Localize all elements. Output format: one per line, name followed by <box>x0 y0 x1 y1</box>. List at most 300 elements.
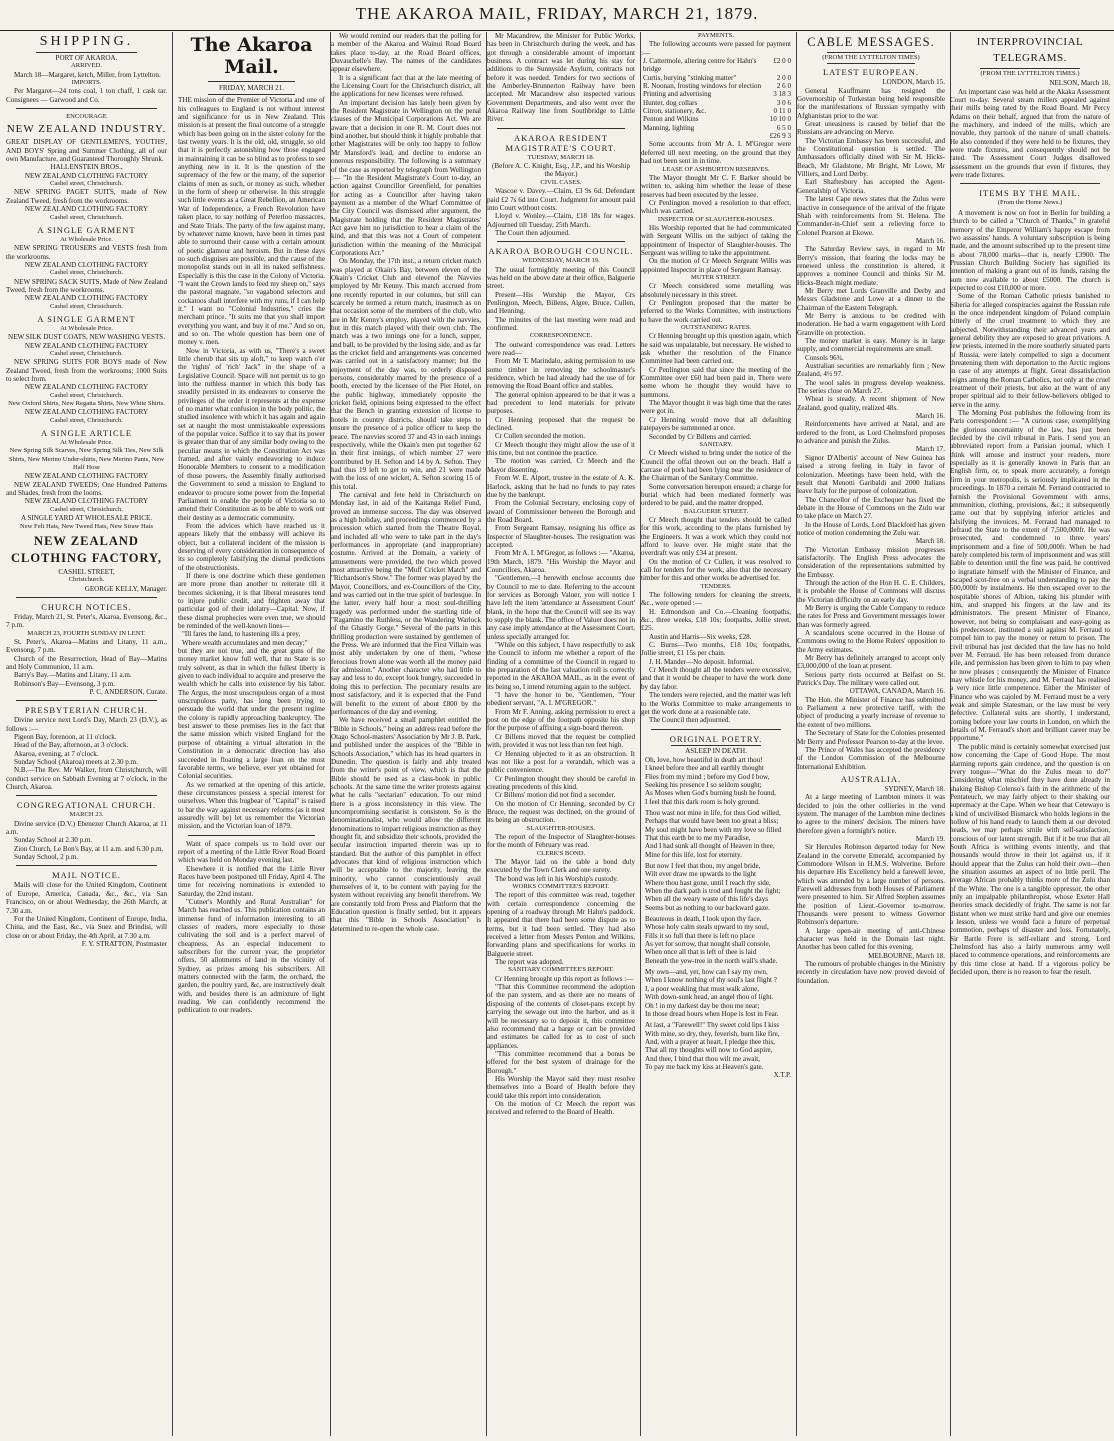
presbyterian-notice: Akaroa, evening, at 7 o'clock. <box>14 749 99 758</box>
poetry-heading: ORIGINAL POETRY. <box>669 733 763 744</box>
payment-item: Penton and Wilkins <box>643 115 699 124</box>
presbyterian-notice: N.B.—The Rev. Mr Walker, from Christchurch, will conduct service on Sabbath Evening at 7 o'clock, in the Church, Akaroa. <box>6 766 167 792</box>
ad-wholesale: At Wholesale Price. <box>60 324 113 332</box>
council-paragraph: Present—His Worship the Mayor, Crs Penlington, Meech, Billens, Algee, Bruce, Cullen, and Henning. <box>487 290 635 316</box>
ad-single-garment: A SINGLE GARMENT <box>37 313 136 324</box>
payment-amount: 0 11 0 <box>773 107 791 116</box>
divider <box>16 700 157 701</box>
ad-street: Cashel street, Christchurch. <box>50 349 123 357</box>
ad-street: Cashel street, Christchurch. <box>50 391 123 399</box>
divider <box>36 52 137 53</box>
council-paragraph: Cr Meech considered some metalling was absolutely necessary in this street. <box>641 282 791 299</box>
dateline: MELBOURNE, March 18. <box>868 951 945 960</box>
nzcf-city: Christchurch. <box>68 576 105 584</box>
ad-factory: NEW ZEALAND CLOTHING FACTORY <box>24 260 149 269</box>
ad-single-garment: A SINGLE GARMENT <box>37 224 136 235</box>
poem-line: Mine for this life, lost for eternity. <box>645 850 742 859</box>
poem-line: When once all that is left of thee is laid <box>645 948 757 957</box>
poem-line: In those dread hours when Hope is lost in Fear. <box>645 1009 779 1018</box>
dateline: March 16. <box>915 236 945 245</box>
council-paragraph: Cr Henning brought up this question again, which he said was unpalatable, but necessary. He wished to ask whether the resolution of the Finance Committee had been carried out. <box>641 332 791 366</box>
divider <box>16 865 157 866</box>
column-1-advertisements <box>6 32 173 1436</box>
news-paragraph: It is a significant fact that at the late meeting of the Licensing Court for the Christchurch district, all the applications for new licenses were refused. <box>331 73 481 99</box>
telegram-paragraph: An important case was held at the Akaka Assessment Court to-day. Several steam millers appealed against their mills being rated by the Road Board. Mr Percy Adams on their behalf, argued that from the nature of the machinery, and indeed of the mills, which are movable, they partook of the nature of small chattels. He also contended if they were held to be fixtures, they were trade fixtures, and consequently should not be rated. The Assessment Court Judges disallowed assessment on the grounds that even if fixtures, they were trade fixtures. <box>950 87 1110 180</box>
dateline: March 17. <box>915 445 945 454</box>
encourage-label: ENCOURAGE <box>66 113 107 121</box>
council-paragraph: Cr Henning objected to it as an obstruction. It was not like a post for a verandah, which was a public convenience. <box>487 749 635 775</box>
poem-line: And, with a prayer at heart, I pledge thee this, <box>645 1037 776 1046</box>
poem-line: And thee, I bind that thou wilt me await, <box>645 1054 761 1063</box>
ad-tweeds: NEW ZEALAND TWEEDS; One Hundred Patterns and Shades, fresh from the looms. <box>6 480 167 498</box>
council-paragraph: From Mr A. I. M'Gregor, as follows :— "Akaroa, 19th March, 1879. "His Worship the Mayor and Councillors, Akaroa. <box>487 549 635 574</box>
dateline: SYDNEY, March 18. <box>884 784 945 793</box>
ad-street: Cashel street, Christchurch. <box>50 269 123 277</box>
presbyterian-notice: Sunday School (Akaroa) meets at 2.30 p.m. <box>14 758 138 767</box>
payment-item: J. Cattermole, altering centre for Hahn's bridge <box>643 57 757 74</box>
divider <box>827 52 915 53</box>
section-label: TENDERS. <box>700 582 732 590</box>
news-paragraph: An important decision has lately been given by the Resident Magistrate in Wellington on the penal clauses of the Municipal Corporations Act. We are aware that a decision in one R. M. Court does not bind another, but should think it highly probable that other Magistrates will be only too happy to follow Mr Mansford's lead, and decline to endorse an onerous responsibility. The following is a summary of the case as reported by telegraph from Wellington :— "In the Resident Magistrate's Court to-day, an action against Councillor Greenfield, for penalties for acting as a Councillor after having taken payment as a member of the Wharf Committee of the City Council was dismissed after argument, the Magistrate holding that the Resident Magistrates' Act gave him no jurisdiction to hear a claim of the kind, and that this was not a Court of competent jurisdiction within the meaning of the Municipal Corporations Act." <box>331 98 481 257</box>
dateline: OTTAWA, CANADA, March 16. <box>849 687 945 696</box>
council-paragraph: H. Edmondson and Co.—Cleaning footpaths, &c., three weeks, £18 10s; footpaths, Jollie street, £25. <box>641 607 791 633</box>
council-paragraph: The report was adopted. <box>495 958 564 967</box>
cable-paragraph: A scandalous scene occurred in the House of Commons owing to the Home Rulers' opposition to the Army estimates. <box>797 629 945 654</box>
port-heading: PORT OF AKAROA. <box>55 54 118 62</box>
cable-paragraph: The Victorian Embassy has been successful, and the Constitutional question is settled. The Ambassadors officially dined with Sir M. Hicks-Beach, Mr Gladstone, Mr Bright, Mr Lowe, Mr Villiers, and Lord Derby. <box>797 136 945 179</box>
section-label: PAYMENTS. <box>698 32 734 39</box>
cable-source: (FROM THE LYTTELTON TIMES) <box>822 54 920 61</box>
ad-shirts: New Oxford Shirts, New Regatta Shirts, New White Shirts. <box>8 400 165 408</box>
ad-boys-suits: NEW SPRING SUITS FOR BOYS made of New Zealand Tweed, fresh from the workrooms; 1000 Suits to select from. <box>6 358 167 383</box>
ad-factory: NEW ZEALAND CLOTHING FACTORY <box>24 472 149 481</box>
church-notices-heading: CHURCH NOTICES. <box>41 601 132 612</box>
mail-notice: Mails will close for the United Kingdom, Continent of Europe, America, Canada, &c., &c., via San Francisco, on or about Wednesday, the 26th March, at 7.30 a.m. <box>6 881 167 915</box>
cable-paragraph: Through the action of the Hon H. C. E. Childers, it is probable the House of Commons will discuss the Victorian difficulty on an early day. <box>797 578 945 604</box>
council-paragraph: The tenders were rejected, and the matter was left to the Works Committee to make arrangements to get the work done at a reasonable rate. <box>641 691 791 716</box>
section-label: OUTSTANDING RATES. <box>680 324 752 332</box>
poem-line: That all my thoughts will now to God aspire, <box>645 1046 773 1055</box>
ad-factory: NEW ZEALAND CLOTHING FACTORY <box>24 497 149 506</box>
items-paragraph: The public mind is certainly somewhat exercised just now concerning the Cape of Good Hope. The most alarming reports gain credence, and the question is on every tongue—"What do the Zulus mean to do?" Considering what mischief they have done already in shaking Bishop Colenso's faith in the arithmetic of the Pentateuch, we may fairly object to their shaking our supremacy at the Cape. When we hear that Cetewayo is a kind of uncivilised Bismarck who holds legions in the hollow of his hand ready to launch them at our devoted heads, we may perhaps smile with self-satisfaction, conscious of our latent strength. But if it be true that all South Africa is writhing events intently, and that thousands would throw in their lot against us, if it should appear that the Zulus can hold their own—then the situation assumes an aspect of no little peril. The average African probably thinks more of the Zulu than of the White. The one is a tangible oppressor, the other only an impalpable philanthropist, whose Exeter Hall theories smack decidedly of fright. The same is not far distant when we must strike hard and give our enemies a lesson, unless we would face a future of perpetual commotion, perhaps of disaster and loss. Fortunately, Sir Bartle Frere is self-reliant and strong. Lord Chelmsford has also a fairly numerous army well placed to commence operations, and reinforcements are by this time close at hand. If a vigorous policy be decided upon, there is no reason to fear the result. <box>950 742 1110 977</box>
council-paragraph: Cr Billens moved that the request be complied with, provided it was not less than ten feet high. <box>487 732 635 750</box>
editorial-paragraph: but they are not true, and the great guns of the money market know full well, that no State is so truly solvent, as that in which the fullest liberty is given to each individual to acquire and preserve the wealth which he calls into existence by his labor. The Argus, the most unscrupulous organ of a most unscrupulous party, has long been trying to persuade the world that under the present regime the colony is rapidly approaching bankruptcy. The best answer to these premises lies in the fact that the same mission which visited England for the purpose of obtaining a virtual alteration in the Constitution in a democratic direction has also succeeded in floating a large loan on the most favorable terms, we believe, ever yet obtained for Colonial securities. <box>178 647 325 781</box>
council-paragraph: Austin and Harris—Six weeks, £28. <box>649 632 752 641</box>
ad-factory: NEW ZEALAND CLOTHING FACTORY <box>24 383 149 392</box>
council-paragraph: Cr Penlington said that since the meeting of the Committee over £60 had been paid in. There were some whom he thought they would have to summons. <box>641 365 791 399</box>
newspaper-title: The Akaroa Mail. <box>190 34 313 78</box>
presbyterian-notice: Pigeon Bay, forenoon, at 11 o'clock. <box>14 733 117 741</box>
poem-line: With down-sunk head, an angel thou of light. <box>645 993 774 1002</box>
council-paragraph: On the motion of Cr Henning, seconded by Cr Bruce, the request was declined, on the ground of its being an obstruction. <box>487 799 635 825</box>
ad-sack-suits: NEW SPRING SACK SUITS, Made of New Zealand Tweed, fresh from the workrooms. <box>6 277 167 294</box>
items-paragraph: A movement is now on foot in Berlin for building a church to be called a "Church of Thanks," in grateful memory of the Emperor William's happy escape from two assassins' hands. A voluntary subscription is being made, and the amount subscribed up to the present time is about 78,000 marks—that is, nearly £3900. The Prussian Church Building Society has signified its intention of making a grant out of its funds, raising the sum now available to about £5000. The church is expected to cost £10,000 or more. <box>950 208 1110 292</box>
news-paragraph: "Cutner's Monthly and Rural Australian" for March has reached us. This publication contains an immense fund of information interesting to all classes of readers, more especially to those cultivating the soil and is a perfect marvel of cheapness. As an especial inducement to subscribers for the current year, the proprietor offers, 50 allotments of land in the vicinity of Sydney, as prizes among his subscribers. All matters connected with the farm, the orchard, the garden, the poultry yard, &c, are instructively dealt with, and besides there is an admixture of light reading. We can confidently recommend the publication to our readers. <box>178 898 325 1015</box>
court-before: (Before A. C. Knight, Esq., J.P., and his Worship the Mayor.) <box>491 162 631 179</box>
presbyterian-notice: Divine service next Lord's Day, March 23 (D.V.), as follows :— <box>6 716 167 733</box>
court-paragraph: The Court then adjourned. <box>495 228 570 237</box>
poem-line: When I know nothing of thy soul's last flight ? <box>645 976 777 985</box>
cable-paragraph: The Saturday Review says, in regard to Mr Berry's mission, that fearing the locks may be renewed unless the constitution is altered, it approves a nominee Council and thinks Sir M. Hicks-Beach might mediate. <box>797 245 945 287</box>
civil-cases-heading: CIVIL CASES. <box>540 178 582 186</box>
congregational-heading: CONGREGATIONAL CHURCH. <box>16 800 157 811</box>
ad-article-list: New Spring Silk Scarves, New Spring Silk Ties, New Silk Shirts, New Merino Under-shirts, New Merino Pants, New Half Hose <box>8 447 165 472</box>
divider <box>980 68 1080 69</box>
poem-line: And I had sunk all thought of Heaven in thee, <box>645 842 775 851</box>
items-paragraph: Some of the Roman Catholic priests banished to Siberia for alleged conspiracies against the Russian rule in the once independent kingdom of Poland complain bitterly of the cruel treatment to which they are subjected. Notwithstanding their advanced years and general debility they are exposed to great privations. A few priests, interned in the more southerly situated parts of Russia, were lately compelled to sign a document threatening them with deportation to the Arctic regions in case of any attempts at flight. Great dissatisfaction reigns among the Roman Catholics, not only at the cruel treatment of their priests, but also at the want of any proper spiritual aid to their fellow-believers obliged to serve in the army. <box>950 292 1110 409</box>
council-paragraph: Cr Henning proposed that the request be declined. <box>487 415 635 433</box>
poem-line: My own—and, yet, how can I say my own, <box>645 968 768 977</box>
editorial-paragraph: From the advices which have reached us it appears likely that the embassy will achieve its object, but a collateral incident of the mission is deserving of every consideration in consequence of its so completely falsifying the dismal predictions of the obstructionists. <box>178 521 325 572</box>
news-paragraph: On Monday, the 17th inst., a return cricket match was played at Okain's Bay, between eleven of the Okain's Cricket Club and elevenof the Navvies employed by Mr Kenny. This match accrued from one recently reported in our columns, but still can scarcely be termed a return match, inasmuch as on that occasion some of the members of the club, who are in Mr Kenny's employ, played with the navvies, but in this match played with their own club. The match was a two innings one for a lunch, supper, and ball, to be provided by the losing side, and as far as the cricket field and arrangements was concerned was carried out in a satisfactory manner; but the enjoyment of the day was, to orderly disposed persons, considerably marred by the presence of a booth, erected by the licensee of the Pier Hotel, on the public highway, immediately opposite the cricket field, opinions being expressed to the effect that the Bench in granting extension of license to hotels in country districts, should take steps to ensure the presence of a police officer to keep the peace. The navvies scored 37 and 43 in each innings respectively, while the Okain's men put together 62 in their first innings, of which number 27 were contributed by H. Sefton and 14 by A. Sefton. They had thus 19 left to get to win, and 21 were made with the loss of one wicket, A. Sefton scoring 15 of this total. <box>331 257 481 491</box>
masthead: THE AKAROA MAIL, FRIDAY, MARCH 21, 1879. <box>0 0 1114 31</box>
payment-amount: £2 0 0 <box>773 57 791 66</box>
cable-paragraph: The Prince of Wales has accepted the presidency of the London Commission of the Melbourne International Exhibition. <box>797 745 945 771</box>
poem <box>641 756 791 1071</box>
cable-paragraph: The money market is easy. Money is in large supply, and commercial requirements are small. <box>797 337 945 354</box>
council-paragraph: The bond was left in his Worship's custody. <box>495 874 619 883</box>
ad-single-yard: A SINGLE YARD AT WHOLESALE PRICE. <box>20 514 153 523</box>
ad-paget-suits: NEW SPRING PAGET SUITS, made of New Zealand Tweed, fresh from the workrooms. <box>6 188 167 205</box>
payment-item: R. Noonan, frosting windows for election <box>643 82 762 91</box>
council-paragraph: Cr Penlington proposed that the matter be referred to the Works Committee, with instructions to have the work carried out. <box>641 299 791 324</box>
cable-paragraph: General Kauffmann has resigned the Governorship of Turkestan being held responsible for the manifestations of Russian sympathy with Afghanistan prior to the war. <box>797 86 945 120</box>
congregational-notice: Sunday School at 2.30 p.m. <box>14 836 93 845</box>
column-4-court-council <box>482 32 641 1436</box>
congregational-notice: Sunday School, 2 p.m. <box>14 853 79 862</box>
payment-amount: 3 0 6 <box>776 98 791 107</box>
ad-factory: NEW ZEALAND CLOTHING FACTORY <box>24 294 149 303</box>
cable-paragraph: Mr Berry met Lords Granville and Derby and Messrs Gladstone and Lowe at a dinner to the Chairman of the Eastern Telegraph. <box>797 286 945 312</box>
cable-paragraph: Mr Berry is urging the Cable Company to reduce the rates for Press and Government messages lower than was formerly agreed. <box>797 604 945 629</box>
cable-paragraph: Earl Shaftesbury has accepted the Agent-Generalship of Victoria. <box>797 178 945 195</box>
news-paragraph: The carnival and fete held in Christchurch on Monday last, in aid of the Kaitanga Relief Fund, proved an immense success. The day was observed as a high holiday, and proceedings commenced by a procession which started from the Theatre Royal, and included all who were to take part in the day's performances in appropriate (and inappropriate) costume. Arrived at the Domain, a variety of amusements were provided, the two which proved most attractive being the "Muff Cricket Match" and "Richardson's Show." The former was played by the Mayor, Councillors, and ex-Councillors of the City, and was carried out in the true spirit of burlesque. In the latter, every half hour a most soul-thrilling tragedy was performed under the startling title of "Ragamino the Ruthless, or the Wandering Warlock of the Ghastly Gorge." Several of the parts in this thrilling production were sustained by gentlemen of the Press. We are informed that the First Villain was most ably undertaken by one of them, "whose ferocious frown alone was worth all the money paid for admission." Another character who had little to say and less to do, except look hungry, succeeded in doing this to perfection. The pecuniary results are most satisfactory, and it is expected that the Fund will benefit to the extent of about £800 by the performances of the day and evening. <box>331 490 481 716</box>
divider <box>497 128 625 129</box>
australia-heading: AUSTRALIA. <box>840 773 902 784</box>
council-paragraph: Some accounts from Mr A. I. M'Gregor were deferred till next meeting, on the ground that they had not been sent in in time. <box>641 140 791 166</box>
council-paragraph: Cr Henning would move that all defaulting ratepayers be summoned at once. <box>641 415 791 433</box>
poem-line: With mine, so dry, they, feverish, burn like fire, <box>645 1029 780 1038</box>
council-paragraph: His Worship reported that he had communicated with Sergeant Willis on the subject of taking the appointment of Inspector of Slaughter-houses. The Sergeant was willing to take the appointment. <box>641 223 791 257</box>
payment-amount: 2 6 0 <box>776 82 791 91</box>
poem-line: As Moses when God's burning bush he found, <box>645 789 776 798</box>
council-paragraph: On the motion of Cr Cullen, it was resolved to call for tenders for the work, also that the necessary timber for this and other works be advertised for. <box>641 557 791 583</box>
council-paragraph: His Worship the Mayor said they must resolve themselves into a Board of Health before they could take this report into consideration. <box>487 1074 635 1100</box>
divider <box>16 597 157 598</box>
ad-hats: New Felt Hats, New Tweed Hats, New Straw Hats <box>19 522 154 530</box>
section-label: SANITARY COMMITTEE'S REPORT. <box>508 966 614 974</box>
column-6-cable-messages <box>792 32 951 1436</box>
divider <box>16 795 157 796</box>
cable-paragraph: The Secretary of State for the Colonies presented Mr Berry and Professor Pearson to-day at the levee. <box>797 729 945 746</box>
payment-amount: 2 0 0 <box>776 73 791 82</box>
poem-line: At last, a "Farewell!" Thy sweet cold lips I kiss <box>645 1021 780 1030</box>
ad-street: Cashel street, Christchurch. <box>50 416 123 424</box>
cable-paragraph: Australian securities are remarkably firm ; New Zealand, 4½ 97. <box>797 362 945 379</box>
poem-line: Oh ! in my darkest day be thou me near; <box>645 1001 760 1010</box>
cable-paragraph: Sir Hercules Robinson departed today for New Zealand in the corvette Emerald, accompanied by Commodore Wilson in H.M.S. Wolverine. Before his departure His Excellency held a farewell levee, which was attended by a large number of persons. Farewell addresses from both Houses of Parliament were presented to him. Sir Alfred Stephen assumes the position of Lieut.-Governor to-morrow. Thousands were present to witness Governor Robinson's departure. <box>797 843 945 927</box>
church-notice: St. Peter's, Akaroa—Matins and Litany, 11 a.m., Evensong, 7 p.m. <box>6 637 167 655</box>
poem-line: Whose holy calm steals upward to my soul, <box>645 923 769 932</box>
council-paragraph: Cr Cullen seconded the motion. <box>495 432 586 441</box>
imports-heading: IMPORTS. <box>71 79 102 87</box>
council-paragraph: On the motion of Cr Meech the report was received and referred to the Board of Health. <box>487 1099 635 1117</box>
poem-line: Beneath the yew-tree in the north wall's shade. <box>645 956 778 965</box>
poem-line: Flies from my mind ; before my God I bow, <box>645 772 770 781</box>
payment-amount: 10 10 0 <box>769 115 791 124</box>
editorial-paragraph: As we remarked at the opening of this article, these circumstances possess a special interest for ourselves. When this bugbear of "Capital" is raised to bar the way against necessary reforms (as it most assuredly will be) let us remember the Victorian mission, and the Victorian loan of 1879. <box>178 780 325 831</box>
council-paragraph: From Sergeant Ramsay, resigning his office as Inspector of Slaughter-houses. The resignation was accepted. <box>487 524 635 549</box>
council-paragraph: The report of the Inspector of Slaughter-houses for the month of February was read. <box>487 832 635 850</box>
court-date: TUESDAY, MARCH 18. <box>527 153 595 161</box>
telegram-source: (FROM THE LYTTELTON TIMES.) <box>980 70 1080 77</box>
news-paragraph: Mr Macandrew, the Minister for Public Works, has been in Christchurch during the week, and has got through a considerable amount of important business. A contract was let during his stay for additions to the Sunnyside Asylum, contracts not before it was needed. Tenders for two sections of the Amberley-Brunnerton Railway have been accepted. Mr Macandrew also inspected various Government Departments, and also went over the Akaroa Railway line from Southbridge to Little River. <box>487 32 635 124</box>
mail-notice-heading: MAIL NOTICE. <box>52 870 121 881</box>
column-5-council-poetry <box>636 32 797 1436</box>
cable-paragraph: Wheat is steady. A recent shipment of New Zealand, good quality, realized 48s. <box>797 395 945 412</box>
nzcf-title: NEW ZEALAND <box>34 533 139 548</box>
interprovincial-heading: INTERPROVINCIAL TELEGRAMS. <box>976 36 1084 64</box>
council-paragraph: From the Colonial Secretary, enclosing copy of award of Commissioner between the Borough and the Road Board. <box>487 499 635 524</box>
section-label: CLERK'S BOND. <box>536 849 586 857</box>
divider <box>671 745 761 746</box>
ad-street: Cashel street, Christchurch. <box>50 180 123 188</box>
dateline: LONDON, March 15. <box>882 78 945 87</box>
council-paragraph: The Mayor thought it was high time that the rates were got in. <box>641 399 791 416</box>
presbyterian-heading: PRESBYTERIAN CHURCH. <box>25 705 148 716</box>
section-label: MUTER STREET. <box>690 273 742 281</box>
payment-item: Manning, lighting <box>643 123 695 132</box>
section-label: SLAUGHTER-HOUSES. <box>526 824 596 832</box>
council-paragraph: From Mr T. Marindalo, asking permission to use some timber in removing the schoolmaster's residence, which he had already had the use of for removing the Road Board office and stables. <box>487 357 635 391</box>
poem-line: My soul might have been with my love so filled <box>645 825 782 834</box>
payment-row <box>641 115 791 123</box>
poem-line: Oh, love, how beautiful in death art thou! <box>645 755 763 764</box>
poem-line: But now I feel that thou, my angel bride, <box>645 862 761 870</box>
payment-row <box>641 74 791 82</box>
dateline: March 19. <box>915 834 945 843</box>
court-heading: AKAROA RESIDENT MAGISTRATE'S COURT. <box>505 132 617 153</box>
divider <box>827 63 915 64</box>
poem-line: Where thou hast gone, until I reach thy side, <box>645 878 771 887</box>
council-paragraph: The following accounts were passed for payment :— <box>641 40 791 57</box>
cable-paragraph: The latest Cape news states that the Zulus were inactive in consequence of the arrival of the frigate Shah with reinforcements from St. Helena. The Commander-in-Chief sent a relieving force to Colonel Pearson at Ekowe. <box>797 195 945 237</box>
poem-line: As yet for sorrow, that nought shall console, <box>645 940 771 949</box>
cable-paragraph: Mr Berry is anxious to be credited with moderation. He had a warm engagement with Lord Granville on protection. <box>797 311 945 337</box>
church-notice: Barry's Bay.—Matins and Litany, 11 a.m. <box>14 671 132 680</box>
newspaper-columns <box>6 32 1110 1436</box>
payment-row <box>641 90 791 98</box>
council-paragraph: Cr Penlington moved a resolution to that effect, which was carried. <box>641 198 791 216</box>
dateline: March 16. <box>915 412 945 421</box>
arrived-text: March 18—Margaret, ketch, Miller, from Lyttelton. <box>14 70 161 79</box>
council-paragraph: The report of this committee was read, together with certain correspondence concerning the opening of a roadway through Mr Hahn's paddock. It appeared that there had been some dispute as to terms, but it had been settled. They had also received a letter from Messrs Penton and Wilkins, forwarding plans and specifications for works in Balguerie street. <box>487 891 635 958</box>
council-paragraph: Cr Meech thought they might allow the use of it this time, but not continue the practice. <box>487 440 635 458</box>
news-paragraph: Want of space compels us to hold over our report of a meeting of the Little River Road Board which was held on Monday evening last. <box>178 839 325 865</box>
poem-signature: X.T.P. <box>773 1071 791 1080</box>
section-label: INSPECTOR OF SLAUGHTER-HOUSES. <box>657 215 775 223</box>
ad-factory: NEW ZEALAND CLOTHING FACTORY <box>24 205 149 214</box>
payment-item: Printing and advertising <box>643 90 712 99</box>
payment-row <box>641 57 791 74</box>
church-signature: P. C. ANDERSON, Curate. <box>89 687 167 696</box>
council-paragraph: The following tenders for cleaning the streets, &c., were opened :— <box>641 591 791 608</box>
council-paragraph: The general opinion appeared to be that it was a bad precedent to lend materials for private purposes. <box>487 390 635 416</box>
council-paragraph: On the motion of Cr Meech Sergeant Willis was appointed Inspector in place of Sergeant Ramsay. <box>641 257 791 274</box>
section-label: CORRESPONDENCE. <box>529 332 593 340</box>
cable-paragraph: Reinforcements have arrived at Natal, and are ordered to the front, as Lord Chelmsford proposes to advance and punish the Zulus. <box>797 420 945 446</box>
cable-paragraph: Serious party riots occurred at Belfast on St. Patrick's Day. The military were called out. <box>797 670 945 688</box>
cable-paragraph: At a large meeting of Lambton miners it was decided to join the other collieries in the vend system. The manager of the Lambton mine declines to agree to the miners' decision. The miners have therefore given a fortnight's notice. <box>797 793 945 835</box>
nzcf-title-2: CLOTHING FACTORY, <box>10 550 163 565</box>
poem-line: I kneel before thee and all earthly thought <box>645 764 764 773</box>
items-paragraph: The Morning Post publishes the following from its Paris correspondent :— "A curious case, exemplifying the glorious uncertainty of the law, has just been decided by the civil tribunal in Paris. I send you an abbreviated report from a Parisian journal, which I think will amuse and instruct your readers, more especially as it is generally known in Paris that an English firm, or, to speak more accurately, a foreign firm in your metropolis, is seriously implicated in the proceedings. In 1870 a certain M. Ferraud contracted to furnish the Provisional Government with arms, ammunition, clothing, provisions, &c.; it subsequently came out that by supplying inferior articles and falsifying the invoices, M. Ferraud had managed to defraud the State to the extent of 7,500,000fr. He was prosecuted, and condemned to three years' imprisonment and a fine of 500,000fr. When he had barely completed his term of imprisonment and was still liable to detention until the fine was paid, he contrived to ingratiate himself with the Minister of Finance, and escaped scot-free on a verbal understanding to pay the 500,000fr by instalments. He then escaped over to the hospitable shores of Albion, taking his plunder with him, and snapped his fingers at the law and its administrators. The present Minister of Finance, however, not being so complaisant and easy-going as his predecessor, instituted a suit against M. Ferraud to compel him to pay the money or return to prison. The civil tribunal has just decided that the law has no hold over M. Ferraud. He has been released from durance vile, and permission has been given to him to pay when he now pleases ; consequently the Minister of Finance may whistle for his money, and M. Ferraud has realised a very nice little competence. Either the Minister of Finance who was cajoled by M. Ferraud must be a very weak and simple Statesman, or the law must be very defective. Collateral suits are shortly, I understand, coming before your law courts in London, on which the details of M. Ferraud's short and brilliant career may be opportune." <box>950 409 1110 743</box>
items-heading: ITEMS BY THE MAIL. <box>979 188 1081 199</box>
cable-paragraph: The wool sales in progress develop weakness. The series close on March 27. <box>797 378 945 396</box>
poem-line: When all the weary waste of this life's days <box>645 895 769 904</box>
payments-list <box>641 57 791 132</box>
editorial-date: FRIDAY, MARCH 21. <box>218 84 285 92</box>
cable-paragraph: A large open-air meeting of anti-Chinese character was held in the Domain last night. Another has been called for this evening. <box>797 926 945 952</box>
column-7-telegrams <box>946 32 1110 1436</box>
dateline: March 18. <box>915 537 945 546</box>
council-paragraph: The Council then adjourned. <box>649 716 731 725</box>
cable-paragraph: Consols 96¾. <box>805 353 844 362</box>
council-paragraph: "This committee recommend that a bonus be offered for the best system of drainage for the Borough." <box>487 1049 635 1075</box>
section-label: BALGUERIE STREET. <box>683 507 749 515</box>
council-paragraph: The outward correspondence was read. Letters were read— <box>487 340 635 357</box>
quoted-verse: "Ill fares the land, to hastening ills a prey, <box>182 630 301 639</box>
poem-line: When the dark path is trod and fought the fight; <box>645 887 781 896</box>
payments-total: £26 9 3 <box>769 132 791 141</box>
divider <box>208 94 295 95</box>
ad-street: Cashel street, Christchurch. <box>50 505 123 513</box>
poem-line: That this earth be to me my Paradise, <box>645 833 751 842</box>
council-paragraph: Cr Penlington thought they should be careful in creating precedents of this kind. <box>487 774 635 791</box>
council-paragraph: Cr Henning brought up this report as follows :— <box>495 974 634 983</box>
divider <box>16 108 157 109</box>
poem-line: Seems but as nothing to our backward gaze. <box>645 903 770 912</box>
section-label: SANITARY. <box>699 440 733 448</box>
poem-line: I feel that this dark room is holy ground. <box>645 797 760 806</box>
council-paragraph: The usual fortnightly meeting of this Council was held on the above date at their office, Balguerie street. <box>487 265 635 291</box>
congregational-notice: Divine service (D.V.) Ebenezer Church Akaroa, at 11 a.m. <box>6 819 167 837</box>
nz-industry-heading: NEW ZEALAND INDUSTRY. <box>6 123 167 136</box>
imports-text: Per Margaret—24 tons coal, 1 ton chaff, 1 cask tar. Consignees — Garwood and Co. <box>6 87 167 104</box>
mail-signature: F. Y. STRATTON, Postmaster <box>81 939 167 948</box>
cable-paragraph: In the House of Lords, Lord Blackford has given notice of motion condemning the Zulu war. <box>797 520 945 537</box>
council-paragraph: J. H. Mander—No deposit. Informal. <box>649 657 755 666</box>
poem-line: Fills it so full that there is left no place <box>645 931 755 940</box>
ad-street: Cashel street, Christchurch. <box>50 213 123 221</box>
poem-line: Wilt ever draw me upwards to the light <box>645 870 757 879</box>
divider <box>960 183 1100 184</box>
council-paragraph: The minutes of the last meeting were read and confirmed. <box>487 315 635 332</box>
nz-industry-text: GREAT DISPLAY OF GENTLEMEN'S, YOUTHS', AND BOYS' Spring and Summer Clothing, all of our own Manufacture, and Guaranteed Thoroughly Shrunk. <box>6 138 167 164</box>
poem-line: Beauteous in death, I look upon thy face, <box>645 915 762 924</box>
council-paragraph: The motion was carried, Cr Meech and the Mayor dissenting. <box>487 457 635 474</box>
poem-line: Thou wast not mine in life, for thus God willed, <box>645 808 781 817</box>
ad-single-article: A SINGLE ARTICLE <box>40 428 133 439</box>
council-paragraph: Seconded by Cr Billens and carried. <box>649 432 752 441</box>
council-paragraph: Cr Billens' motion did not find a seconder. <box>495 791 616 800</box>
cable-paragraph: The Hon. the Minister of Finance has submitted to Parliament a new protective tariff, with the object of producing a yearly increase of revenue to the extent of two millions. <box>797 695 945 729</box>
ad-trousers: NEW SPRING TROUSERS and VESTS fresh from the workrooms. <box>6 244 167 261</box>
items-source: (From the Home News.) <box>997 199 1063 207</box>
column-3-local-news <box>326 32 487 1436</box>
cable-paragraph: Mr Berry has definitely arranged to accept only £3,000,000 of the loan at present. <box>797 654 945 671</box>
council-paragraph: Cr Meech thought all the tenders were excessive, and that it would be cheaper to have the work done by day labor. <box>641 666 791 691</box>
presbyterian-notice: Head of the Bay, afternoon, at 3 o'clock. <box>14 741 129 750</box>
church-notice: MARCH 23, FOURTH SUNDAY IN LENT. <box>27 629 146 637</box>
poem-line: Seeking his presence I so seldom sought; <box>645 780 762 789</box>
editorial-paragraph: Now in Victoria, as with us, "There's a sweet little cherub that sits up aloft," to keep watch o'er the 'rights' of 'rich' Jack" in the shape of a Legislative Council. Space will not permit us to go into the ruthless manner in which this body has steadily persisted in its endeavors to conserve the privileges of the order it represents at the expense of no matter what confusion in the body politic, the studied insolence with which it has again and again set at naught the most unmistakeable expressions of the popular voice. Suffice it to say that its power is greater than that of any similar body owing to the peculiar means in which the Constitution Act was framed, and after vainly endeavoring to induce Honorable Members to consent to a modification of those powers, the Assembly finally authorised the Government to send a mission to England to endeavor to procure some power from the Imperial Parliament to enable the people of Victoria so to amend their Constitution as to be able to work out their destiny as a democratic community. <box>178 346 325 522</box>
cable-paragraph: The Victorian Embassy mission progresses satisfactorily. The English Press advocates the consideration of the representations submitted by the Embassy. <box>797 545 945 579</box>
poem-line: Perhaps that would have been too great a bliss; <box>645 817 779 826</box>
news-paragraph: We have received a small pamphlet entitled the "Bible in Schools," being an address read before the Otago School-masters' Association by Mr J. B. Park, and published under the auspices of the "Bible in Schools Association," which has its head quarters in Dunedin. The question is fairly and ably treated from the writer's point of view, which is that the Bible should be used as a class-book in public schools. At the same time the writer protests against what he calls "sectarian" education. To our mind there is a gross inconsistency in this view. The uncompromising secularist is consistent. So is the denominationalist, who would allow the different denominations to impart religious instruction as they thought fit, and subsidize their schools, provided the secular instruction imparted therein was up to standard. But the author of this pamphlet in effect advocates that kind of religious instruction which will be acceptable to the majority, leaving the minority, who cannot conscientiously avail themselves of it, to be content with paying for the system without receiving any benefit therefrom. We are constantly told from Press and Platform that the Education question is finally settled, but it appears that this "Bible in Schools Association" is determined to re-open the whole case. <box>331 716 481 933</box>
nzcf-street: CASHEL STREET, <box>58 567 115 576</box>
ad-firm: HALLENSTEIN BROS., <box>50 163 123 172</box>
payment-item: Hunter, dog collars <box>643 98 698 107</box>
ad-factory: NEW ZEALAND CLOTHING FACTORY <box>24 341 149 350</box>
divider <box>208 81 295 82</box>
shipping-heading: SHIPPING. <box>39 34 134 49</box>
section-label: WORKS COMMITTEE'S REPORT. <box>512 883 610 890</box>
council-paragraph: "That this Committee recommend the adoption of the pan system, and as there are no means of disposing of the contents of closet-pans except by carrying the sewage out into the harbor, and as it will be necessary so to deposit it, this committee also recommend that a barge or cart be provided and estimates be called for as to cost of such appliances. <box>487 983 635 1050</box>
editorial-paragraph: THE mission of the Premier of Victoria and one of his colleagues to England is not without interest and significance for us in New Zealand. This mission is at present the final outcome of a struggle which has been going on in the sister colony for the last twenty years. It is the old, old, struggle, so old that it is perfectly astonishing how those engaged in maintaining it can be so blind as to profess to see anything new in it. It is the question of the supremacy of the few or the many, of the superior claims of men as such, or money as such, whether in the form of sheep or otherwise. In this struggle such little events as a Great Rebellion, an American War of Independence, a French Revolution have taken place, to say nothing of Peterloo massacres, and State Trials. The party of the few against many, by whatever name known, have been in times past able to surround their cause with a certain amount of poetic glamour and heroism. But in these days no such disguises are possible, and the cause of the monopolist stands out in all its naked selfishness. Especially is this the case in the Colony of Victoria. "I want the Crown lands to feed my sheep on," says the pastoral magnate, "so vagabond selectors and cockatoos shall interfere with my runs, if I can help it." I want no "Colonial Industries," cries the merchant prince. "It suits me that you shall import everything you want, and buy it of me." And so on, and so on. The whole question has been one of money v. men. <box>178 96 325 347</box>
cable-paragraph: The rumours of probable changes in the Ministry recently in circulation have now proved devoid of foundation. <box>797 960 945 985</box>
arrived-heading: ARRIVED. <box>71 62 102 70</box>
council-paragraph: "Gentlemen,—I herewith enclose accounts due by Council to me to date. Referring to the account for services as Borough Valuer, you will notice I have left the item 'attendance at Assessment Court' blank, in the hope that the Council will see its way to supply the blank. The office of Valuer does not in any case imply attendance at the Assessment Court, unless specially arranged for. <box>487 574 635 641</box>
payment-item: Citron, stationery, &c. <box>643 107 707 116</box>
dateline: NELSON, March 18. <box>1049 79 1110 88</box>
divider <box>188 835 315 836</box>
church-notice: Robinson's Bay—Evensong, 3 p.m. <box>14 679 115 688</box>
divider <box>651 729 781 730</box>
council-paragraph: Some conversation hereupon ensued; a charge for burial which had been mediated formerly was ordered to be paid, and the matter dropped. <box>641 482 791 508</box>
ad-factory: NEW ZEALAND CLOTHING FACTORY <box>24 408 149 417</box>
payment-row <box>641 107 791 115</box>
nzcf-manager: GEORGE KELLY, Manager. <box>84 584 167 593</box>
ad-wholesale: At Wholesale Price. <box>60 439 113 447</box>
church-notice: Church of the Resurrection, Head of Bay—Matins and Holy Communion, 11 a.m. <box>6 654 167 671</box>
court-paragraph: Lloyd v. Wonley.—Claim, £18 18s for wages. Adjourned till Tuesday, 25th March. <box>487 212 635 229</box>
payment-item: Curtis, burying "stinking matter" <box>643 73 737 82</box>
mail-notice: For the United Kingdom, Continent of Europe, India, China, and the East, &c., via Suez and Brindisi, will close on or about Friday, the 4th April, at 7.30 a.m. <box>6 914 167 940</box>
council-paragraph: Cr Meech wished to bring under the notice of the Council the offal thrown out on the beach. Half a carcase of pork had been lying near the residence of the Chairman of the Sanitary Committee. <box>641 449 791 483</box>
council-paragraph: The Mayor thought Mr C. F. Barker should be written to, asking him whether the lease of these reserves had been executed by the lessee. <box>641 173 791 199</box>
cable-messages-heading: CABLE MESSAGES. <box>807 35 935 49</box>
council-paragraph: C. Burns—Two months, £18 10s; footpaths, Jollie street, £1 15s per chain. <box>641 641 791 658</box>
ad-wholesale: At Wholesale Price. <box>60 235 113 243</box>
council-paragraph: "While on this subject, I have respectfully to ask the Council to inform me whether a report of the finding of a committee of the Council in regard to the preparation of the last valuation roll is correctly reported in the AKAROA MAIL, as in the event of its being so, I intend returning again to the subject. <box>487 641 635 691</box>
news-paragraph: Elsewhere it is notified that the Little River Races have been postponed till Friday, April 4. The time for receiving nominations is extended to Saturday, the 22nd instant. <box>178 864 325 898</box>
ad-factory: NEW ZEALAND CLOTHING FACTORY <box>24 171 149 180</box>
church-notice: Friday, March 21, St. Peter's, Akaroa, Evensong, &c., 7 p.m. <box>6 612 167 630</box>
council-paragraph: The Mayor laid on the table a bond duly executed by the Town Clerk and one surety. <box>487 857 635 875</box>
payment-row <box>641 99 791 107</box>
payment-row <box>641 124 791 132</box>
ad-silk-coats: NEW SILK DUST COATS, NEW WASHING VESTS. <box>8 333 165 342</box>
cable-paragraph: The Chancellor of the Exchequer has fixed the debate in the House of Commons on the Zulu war to take place on March 27. <box>797 495 945 521</box>
section-label: LEASE OF ASHBURTON RESERVES. <box>662 165 770 173</box>
editorial-paragraph: If there is one doctrine which these gentlemen are more prone than another to reiterate till it becomes sickening, it is that liberal measures tend to injure public credit, and frighten away that particular god of their idolatry—Capital. Now, if these dismal prophecies were even true, we should be reminded of the well-known lines— <box>178 571 325 630</box>
council-paragraph: "I have the honor to be, "Gentlemen, "Your obedient servant, "A. I. M'GREGOR." <box>487 691 635 708</box>
quoted-verse: Where wealth accumulates and men decay;" <box>182 638 308 647</box>
council-date: WEDNESDAY, MARCH 19. <box>522 257 600 265</box>
council-paragraph: From Mr F. Anning, asking permission to erect a post on the edge of the footpath opposite his shop for the purpose of affixing a sign-board thereon. <box>487 707 635 733</box>
divider <box>497 241 625 242</box>
